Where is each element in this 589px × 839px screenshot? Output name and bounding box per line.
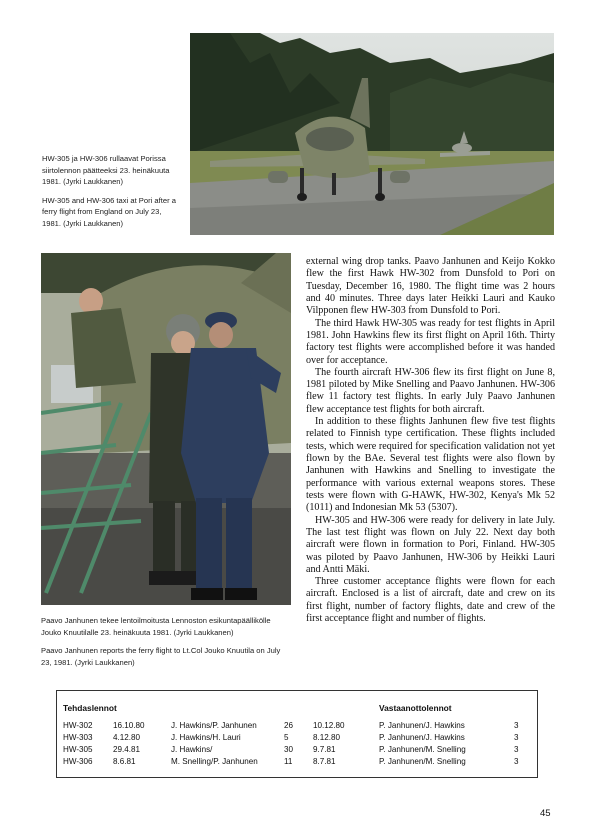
cell-aircraft: HW-305: [63, 745, 93, 754]
caption-english: HW-305 and HW-306 taxi at Pori after a ferry flight from England on July 23, 1981. (Jyrki Laukkanen): [42, 195, 176, 228]
cell-acceptance-crew: P. Janhunen/M. Snelling: [379, 757, 466, 766]
cell-date: 29.4.81: [113, 745, 141, 754]
cell-flights: 5: [284, 733, 289, 742]
article-body: [306, 256, 555, 625]
header-factory-flights: Tehdaslennot: [63, 703, 117, 713]
cell-flights: 11: [284, 757, 293, 766]
cell-acceptance-date: 9.7.81: [313, 745, 336, 754]
cell-date: 8.6.81: [113, 757, 136, 766]
cell-aircraft: HW-302: [63, 721, 93, 730]
cell-date: 16.10.80: [113, 721, 145, 730]
cell-flights: 26: [284, 721, 294, 730]
photo-hawks-taxiing: [190, 33, 554, 235]
cell-acceptance-date: 8.7.81: [313, 757, 336, 766]
bottom-photo-caption: [41, 615, 291, 675]
body-paragraph: The fourth aircraft HW-306 flew its first flight on June 8, 1981 piloted by Mike Snelling and Paavo Janhunen. HW-306 flew 11 factory test flights. In early July Paavo Janhunen flew acceptance test flights for both aircraft.: [306, 366, 555, 415]
cell-acceptance-date: 10.12.80: [313, 721, 345, 730]
caption-finnish: HW-305 ja HW-306 rullaavat Porissa siirtolennon päätteeksi 23. heinäkuuta 1981. (Jyrki Laukkanen): [42, 154, 170, 186]
cell-acceptance-flights: 3: [514, 745, 519, 754]
cell-acceptance-date: 8.12.80: [313, 733, 341, 742]
body-paragraph: HW-305 and HW-306 were ready for delivery in late July. The last test flight was flown on July 22. Next day both aircraft were flown in formation to Pori, Finland. HW-305 was piloted by Paavo Janhunen, HW-306 by Heikki Lauri and Antti Mäki.: [306, 514, 555, 575]
cell-acceptance-crew: P. Janhunen/J. Hawkins: [379, 733, 465, 742]
cell-crew: J. Hawkins/H. Lauri: [171, 733, 241, 742]
body-paragraph: Three customer acceptance flights were flown for each aircraft. Enclosed is a list of aircraft, date and crew on its first flight, number of factory flights, date and crew of the first acceptance flight and number of flights.: [306, 576, 555, 625]
body-paragraph: In addition to these flights Janhunen flew five test flights related to Finnish type certification. These flights included tests, which were required for specification validation not yet flown by the BAe. Several test flights were also flown by Janhunen with Hawkins and Snelling to investigate the performance with various external weapons stores. These tests were flown with G-HAWK, HW-302, Kenya's Mk 52 (1011) and Indonesian Mk 53 (5307).: [306, 416, 555, 514]
top-photo-caption: [42, 153, 182, 236]
flight-table: [56, 690, 538, 778]
cell-acceptance-flights: 3: [514, 757, 519, 766]
header-acceptance-flights: Vastaanottolennot: [379, 703, 452, 713]
cell-flights: 30: [284, 745, 294, 754]
cell-acceptance-flights: 3: [514, 733, 519, 742]
cell-aircraft: HW-303: [63, 733, 93, 742]
page-number: 45: [540, 808, 551, 819]
caption-english: Paavo Janhunen reports the ferry flight to Lt.Col Jouko Knuutila on July 23, 1981. (Jyrki Laukkanen): [41, 646, 281, 667]
cell-acceptance-crew: P. Janhunen/M. Snelling: [379, 745, 466, 754]
cell-crew: J. Hawkins/P. Janhunen: [171, 721, 257, 730]
cell-aircraft: HW-306: [63, 757, 93, 766]
cell-acceptance-crew: P. Janhunen/J. Hawkins: [379, 721, 465, 730]
body-paragraph: external wing drop tanks. Paavo Janhunen and Keijo Kokko flew the first Hawk HW-302 from Dunsfold to Pori on Tuesday, December 16, 1980. The flight time was 2 hours and 40 minutes. Three days later Heikki Lauri and Kauko Vilpponen flew HW-303 from Dunsfold to Pori.: [306, 256, 555, 317]
cell-acceptance-flights: 3: [514, 721, 519, 730]
body-paragraph: The third Hawk HW-305 was ready for test flights in April 1981. John Hawkins flew its first flight on April 16th. Thirty factory test flights were accomplished before it was handed over for acceptance.: [306, 317, 555, 366]
hawks-taxiing-image: [190, 33, 554, 235]
cell-crew: M. Snelling/P. Janhunen: [171, 757, 258, 766]
photo-pilot-report: [41, 253, 291, 605]
pilot-report-image: [41, 253, 291, 605]
caption-finnish: Paavo Janhunen tekee lentoilmoitusta Lennoston esikuntapäällikölle Jouko Knuutilalle 23. heinäkuuta 1981. (Jyrki Laukkanen): [41, 616, 271, 637]
cell-crew: J. Hawkins/: [171, 745, 213, 754]
cell-date: 4.12.80: [113, 733, 141, 742]
